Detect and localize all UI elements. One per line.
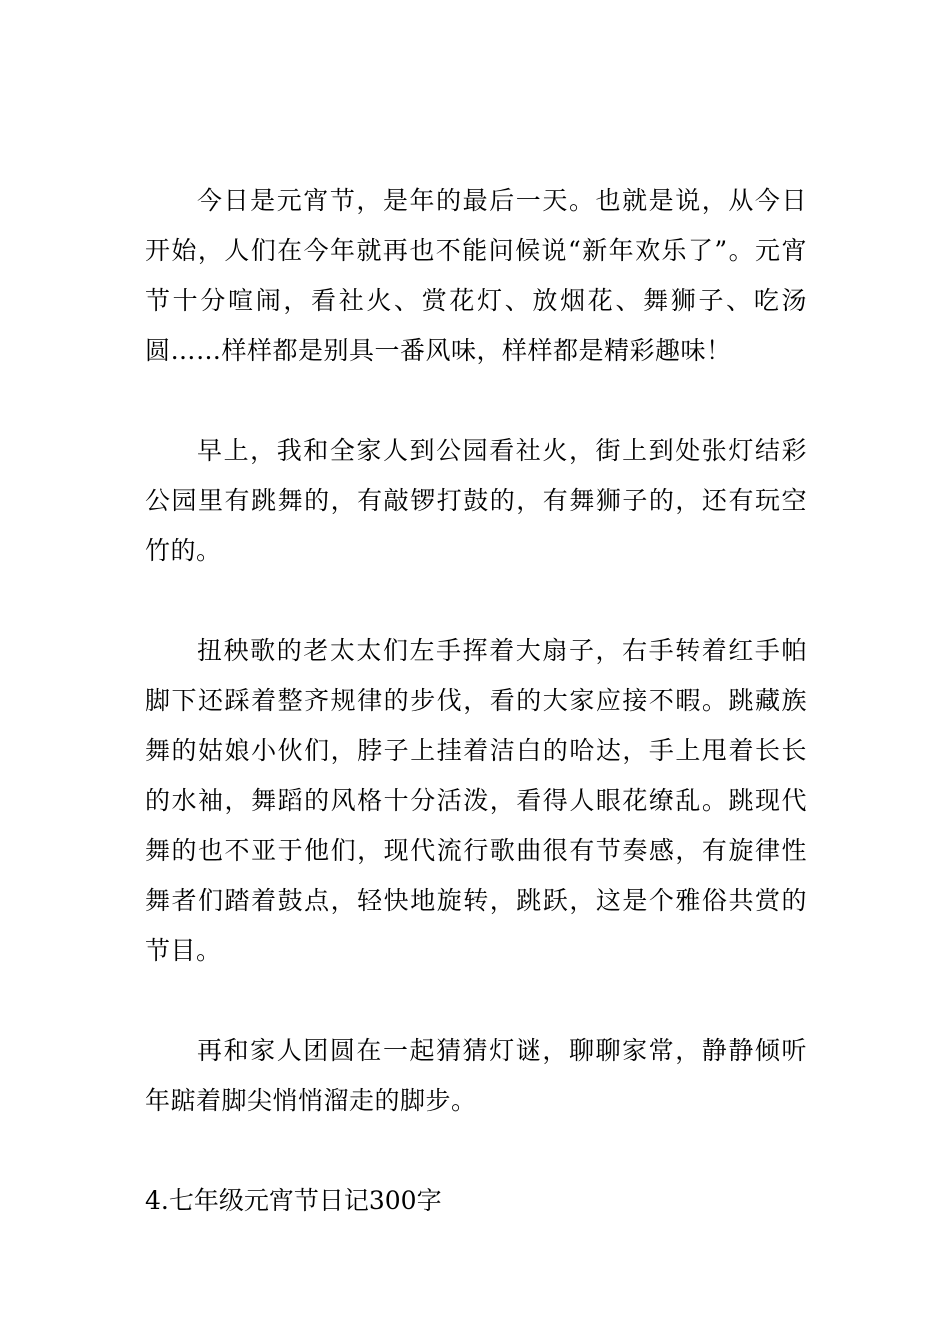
paragraph-spacer — [145, 976, 807, 1026]
paragraph-spacer — [145, 376, 807, 426]
paragraph-family-reunion: 再和家人团圆在一起猜猜灯谜，聊聊家常，静静倾听年踮着脚尖悄悄溜走的脚步。 — [145, 1036, 807, 1115]
paragraph-spacer — [145, 1126, 807, 1176]
section-heading: 4.七年级元宵节日记300字 — [145, 1186, 442, 1215]
paragraph-spacer — [145, 576, 807, 626]
document-body — [145, 176, 807, 1226]
paragraph-dancers: 扭秧歌的老太太们左手挥着大扇子，右手转着红手帕脚下还踩着整齐规律的步伐，看的大家应接不暇。跳藏族舞的姑娘小伙们，脖子上挂着洁白的哈达，手上甩着长长的水袖，舞蹈的风格十分活泼，看得人眼花缭乱。跳现代舞的也不亚于他们，现代流行歌曲很有节奏感，有旋律性舞者们踏着鼓点，轻快地旋转，跳跃，这是个雅俗共赏的节目。 — [145, 636, 807, 965]
paragraph-park-morning: 早上，我和全家人到公园看社火，街上到处张灯结彩公园里有跳舞的，有敲锣打鼓的，有舞狮子的，还有玩空竹的。 — [145, 436, 807, 565]
paragraph-lantern-festival-intro: 今日是元宵节，是年的最后一天。也就是说，从今日开始，人们在今年就再也不能问候说“新年欢乐了”。元宵节十分喧闹，看社火、赏花灯、放烟花、舞狮子、吃汤圆……样样都是别具一番风味，样样都是精彩趣味！ — [145, 186, 807, 365]
